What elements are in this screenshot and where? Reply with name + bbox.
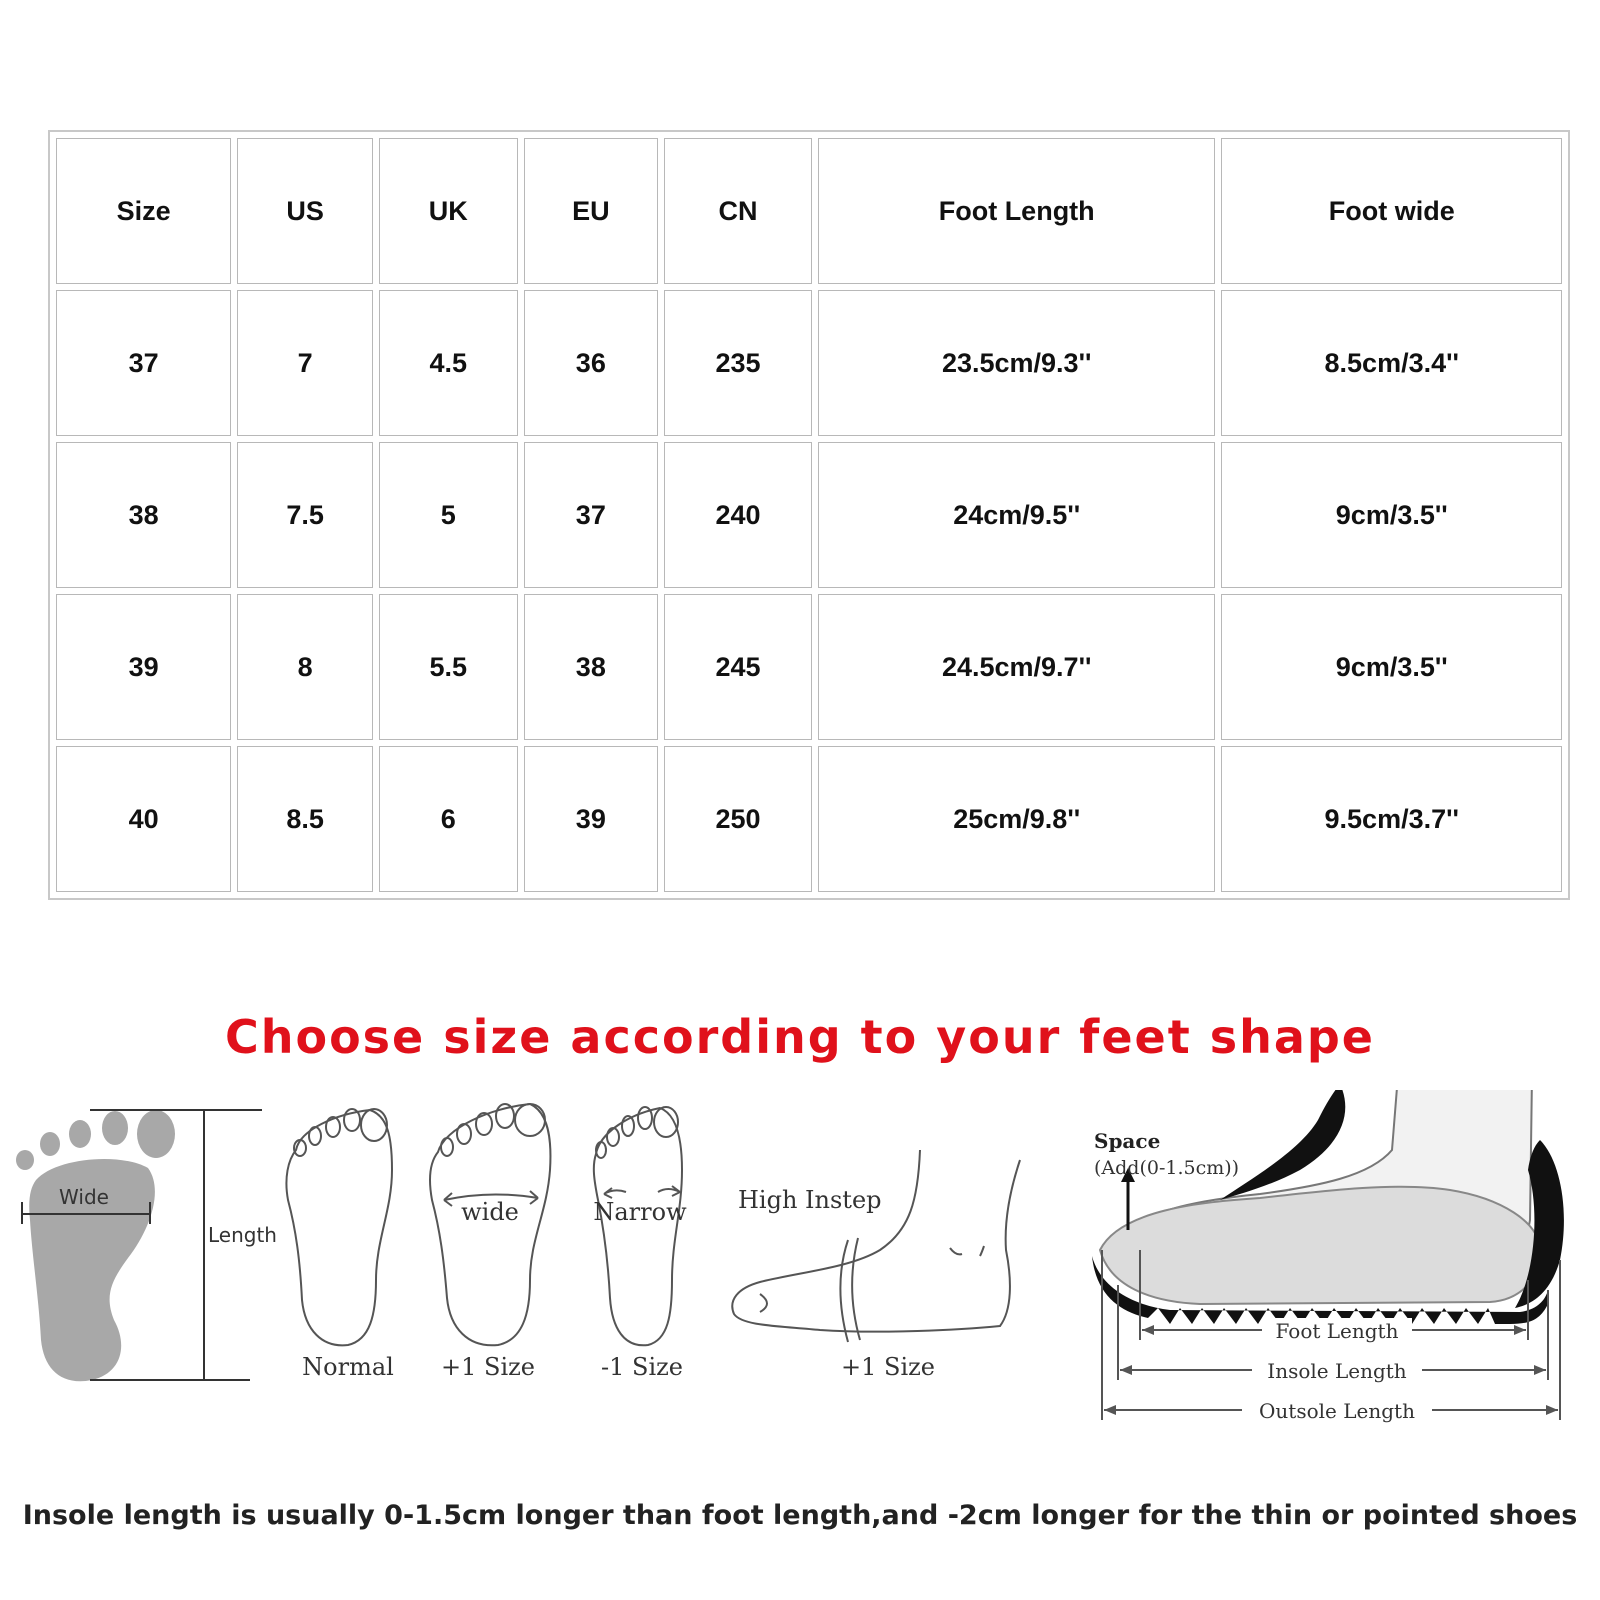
table-row (56, 442, 1562, 588)
header-us: US (237, 138, 373, 284)
length-label: Length (208, 1223, 277, 1247)
table-cell: 6 (379, 746, 518, 892)
outsole-length-label: Outsole Length (1259, 1399, 1415, 1423)
table-cell: 7.5 (237, 442, 373, 588)
table-cell: 38 (56, 442, 231, 588)
table-cell: 25cm/9.8'' (818, 746, 1216, 892)
table-cell: 235 (664, 290, 812, 436)
table-cell: 23.5cm/9.3'' (818, 290, 1216, 436)
table-cell: 250 (664, 746, 812, 892)
high-instep-foot-outline (732, 1150, 1020, 1342)
table-cell: 5 (379, 442, 518, 588)
table-cell: 8.5 (237, 746, 373, 892)
insole-length-label: Insole Length (1267, 1359, 1407, 1383)
table-cell: 37 (56, 290, 231, 436)
wide-label: Wide (59, 1185, 109, 1209)
header-size: Size (56, 138, 231, 284)
table-cell: 24cm/9.5'' (818, 442, 1216, 588)
header-cn: CN (664, 138, 812, 284)
table-cell: 36 (524, 290, 659, 436)
table-cell: 7 (237, 290, 373, 436)
foot-shape-diagrams (0, 1090, 1600, 1430)
wide-caption: +1 Size (441, 1353, 535, 1381)
table-header-row (56, 138, 1562, 284)
normal-foot-outline (286, 1109, 392, 1345)
narrow-caption: -1 Size (601, 1353, 683, 1381)
section-heading: Choose size according to your feet shape (224, 1010, 1376, 1064)
table-row (56, 746, 1562, 892)
narrow-arrow-label: Narrow (593, 1198, 687, 1226)
table-cell: 8.5cm/3.4'' (1221, 290, 1562, 436)
insole-note: Insole length is usually 0-1.5cm longer than foot length,and -2cm longer for the thin or pointed shoes (22, 1500, 1578, 1531)
table-cell: 9cm/3.5'' (1221, 594, 1562, 740)
normal-caption: Normal (302, 1353, 394, 1381)
table-cell: 9cm/3.5'' (1221, 442, 1562, 588)
table-cell: 5.5 (379, 594, 518, 740)
header-foot-wide: Foot wide (1221, 138, 1562, 284)
header-uk: UK (379, 138, 518, 284)
space-sub-label: (Add(0-1.5cm)) (1094, 1157, 1240, 1179)
table-row (56, 290, 1562, 436)
size-chart-table (48, 130, 1570, 900)
table-cell: 37 (524, 442, 659, 588)
header-eu: EU (524, 138, 659, 284)
high-instep-caption: +1 Size (841, 1353, 935, 1381)
table-cell: 38 (524, 594, 659, 740)
table-cell: 39 (524, 746, 659, 892)
table-cell: 40 (56, 746, 231, 892)
measured-foot-illustration (16, 1110, 277, 1381)
table-cell: 4.5 (379, 290, 518, 436)
wide-arrow-label: wide (461, 1198, 519, 1226)
table-cell: 39 (56, 594, 231, 740)
table-cell: 8 (237, 594, 373, 740)
foot-length-label: Foot Length (1275, 1319, 1399, 1343)
table-cell: 9.5cm/3.7'' (1221, 746, 1562, 892)
high-instep-label: High Instep (738, 1186, 882, 1214)
narrow-foot-outline (594, 1107, 682, 1345)
table-row (56, 594, 1562, 740)
table-cell: 240 (664, 442, 812, 588)
space-label: Space (1094, 1129, 1161, 1153)
shoe-cross-section-illustration (1092, 1090, 1564, 1423)
header-foot-length: Foot Length (818, 138, 1216, 284)
table-cell: 245 (664, 594, 812, 740)
table-cell: 24.5cm/9.7'' (818, 594, 1216, 740)
